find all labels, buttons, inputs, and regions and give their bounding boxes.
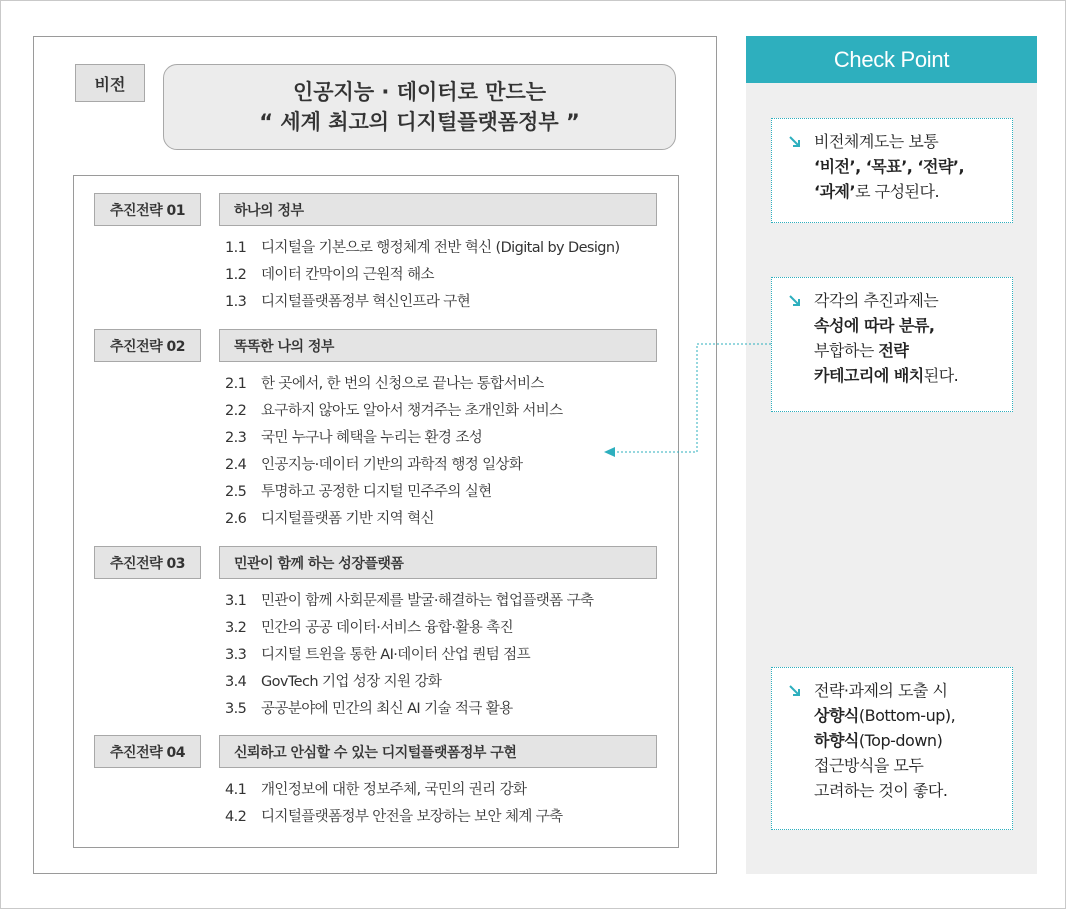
task-number: 2.4 (225, 457, 247, 473)
task-number: 3.2 (225, 620, 247, 636)
check-card-run: 전략 (878, 341, 909, 360)
arrow-down-right-icon (788, 294, 802, 308)
check-card-run: ‘과제’ (814, 182, 856, 201)
task-item (225, 644, 665, 671)
task-text: 디지털플랫폼정부 안전을 보장하는 보안 체계 구축 (261, 809, 563, 825)
check-card-run: ‘비전’, ‘목표’, ‘전략’, (814, 157, 965, 176)
strategy-label: 추진전략 02 (94, 329, 201, 362)
check-card-run: 부합하는 (814, 341, 879, 360)
task-text: 개인정보에 대한 정보주체, 국민의 권리 강화 (261, 782, 527, 798)
task-number: 2.1 (225, 376, 247, 392)
strategy-list (73, 175, 679, 848)
task-number: 4.2 (225, 809, 247, 825)
check-card-2 (771, 277, 1013, 412)
check-card-text (814, 288, 1000, 388)
strategy-title: 민관이 함께 하는 성장플랫폼 (219, 546, 657, 579)
strategy-title: 똑똑한 나의 정부 (219, 329, 657, 362)
check-card-run: 비전체계도는 보통 (814, 132, 939, 151)
task-number: 2.5 (225, 484, 247, 500)
task-item (225, 237, 665, 264)
strategy-label: 추진전략 03 (94, 546, 201, 579)
check-card-text (814, 678, 1000, 803)
vision-line-2: “ 세계 최고의 디지털플랫폼정부 ” (259, 110, 580, 134)
task-text: 디지털플랫폼정부 혁신인프라 구현 (261, 294, 471, 310)
task-list (225, 237, 665, 318)
task-item (225, 427, 665, 454)
arrow-down-right-icon (788, 684, 802, 698)
check-card-run: 고려하는 것이 좋다. (814, 781, 948, 800)
task-text: 투명하고 공정한 디지털 민주주의 실현 (261, 484, 492, 500)
task-number: 2.2 (225, 403, 247, 419)
task-text: 민간의 공공 데이터·서비스 융합·활용 촉진 (261, 620, 513, 636)
task-item (225, 671, 665, 698)
task-number: 3.4 (225, 674, 247, 690)
check-card-run: 하향식 (814, 731, 859, 750)
task-item (225, 806, 665, 833)
task-item (225, 698, 665, 725)
vision-diagram (33, 36, 717, 874)
check-card-run: 접근방식을 모두 (814, 756, 924, 775)
vision-tag: 비전 (75, 64, 145, 102)
task-item (225, 590, 665, 617)
check-card-3 (771, 667, 1013, 830)
task-text: 디지털 트윈을 통한 AI·데이터 산업 퀀텀 점프 (261, 647, 530, 663)
task-item (225, 508, 665, 535)
vision-line-1: 인공지능 · 데이터로 만드는 (292, 80, 547, 104)
task-text: 데이터 칸막이의 근원적 해소 (261, 267, 434, 283)
task-number: 3.3 (225, 647, 247, 663)
task-text: 요구하지 않아도 알아서 챙겨주는 초개인화 서비스 (261, 403, 563, 419)
check-card-run: 전략·과제의 도출 시 (814, 681, 948, 700)
task-number: 2.3 (225, 430, 247, 446)
check-card-run: 카테고리에 배치 (814, 366, 924, 385)
check-card-run: (Top-down) (858, 731, 943, 750)
task-text: 공공분야에 민간의 최신 AI 기술 적극 활용 (261, 701, 513, 717)
check-card-run: 속성에 따라 분류, (814, 316, 935, 335)
check-card-run: 로 구성된다. (855, 182, 940, 201)
check-card-run: 각각의 추진과제는 (814, 291, 939, 310)
task-item (225, 481, 665, 508)
task-item (225, 373, 665, 400)
task-text: GovTech 기업 성장 지원 강화 (261, 674, 442, 690)
strategy-title: 신뢰하고 안심할 수 있는 디지털플랫폼정부 구현 (219, 735, 657, 768)
task-text: 민관이 함께 사회문제를 발굴·해결하는 협업플랫폼 구축 (261, 593, 594, 609)
task-number: 3.1 (225, 593, 247, 609)
task-text: 한 곳에서, 한 번의 신청으로 끝나는 통합서비스 (261, 376, 544, 392)
task-text: 디지털플랫폼 기반 지역 혁신 (261, 511, 434, 527)
strategy-title: 하나의 정부 (219, 193, 657, 226)
task-text: 국민 누구나 혜택을 누리는 환경 조성 (261, 430, 483, 446)
task-item (225, 400, 665, 427)
task-item (225, 264, 665, 291)
task-number: 4.1 (225, 782, 247, 798)
task-number: 1.3 (225, 294, 247, 310)
check-card-run: (Bottom-up), (858, 706, 956, 725)
check-card-run: 된다. (923, 366, 959, 385)
task-list (225, 590, 665, 725)
task-list (225, 373, 665, 535)
task-number: 1.2 (225, 267, 247, 283)
task-number: 2.6 (225, 511, 247, 527)
strategy-label: 추진전략 04 (94, 735, 201, 768)
task-item (225, 291, 665, 318)
check-card-run: 상향식 (814, 706, 859, 725)
check-point-header: Check Point (746, 36, 1037, 83)
task-list (225, 779, 665, 833)
task-number: 3.5 (225, 701, 247, 717)
task-item (225, 779, 665, 806)
task-item (225, 617, 665, 644)
strategy-label: 추진전략 01 (94, 193, 201, 226)
task-item (225, 454, 665, 481)
arrow-down-right-icon (788, 135, 802, 149)
vision-statement (163, 64, 676, 150)
task-text: 인공지능·데이터 기반의 과학적 행정 일상화 (261, 457, 523, 473)
check-card-1 (771, 118, 1013, 223)
task-text: 디지털을 기본으로 행정체계 전반 혁신 (Digital by Design) (261, 240, 620, 256)
check-point-panel (746, 36, 1037, 874)
task-number: 1.1 (225, 240, 247, 256)
check-card-text (814, 129, 1000, 204)
